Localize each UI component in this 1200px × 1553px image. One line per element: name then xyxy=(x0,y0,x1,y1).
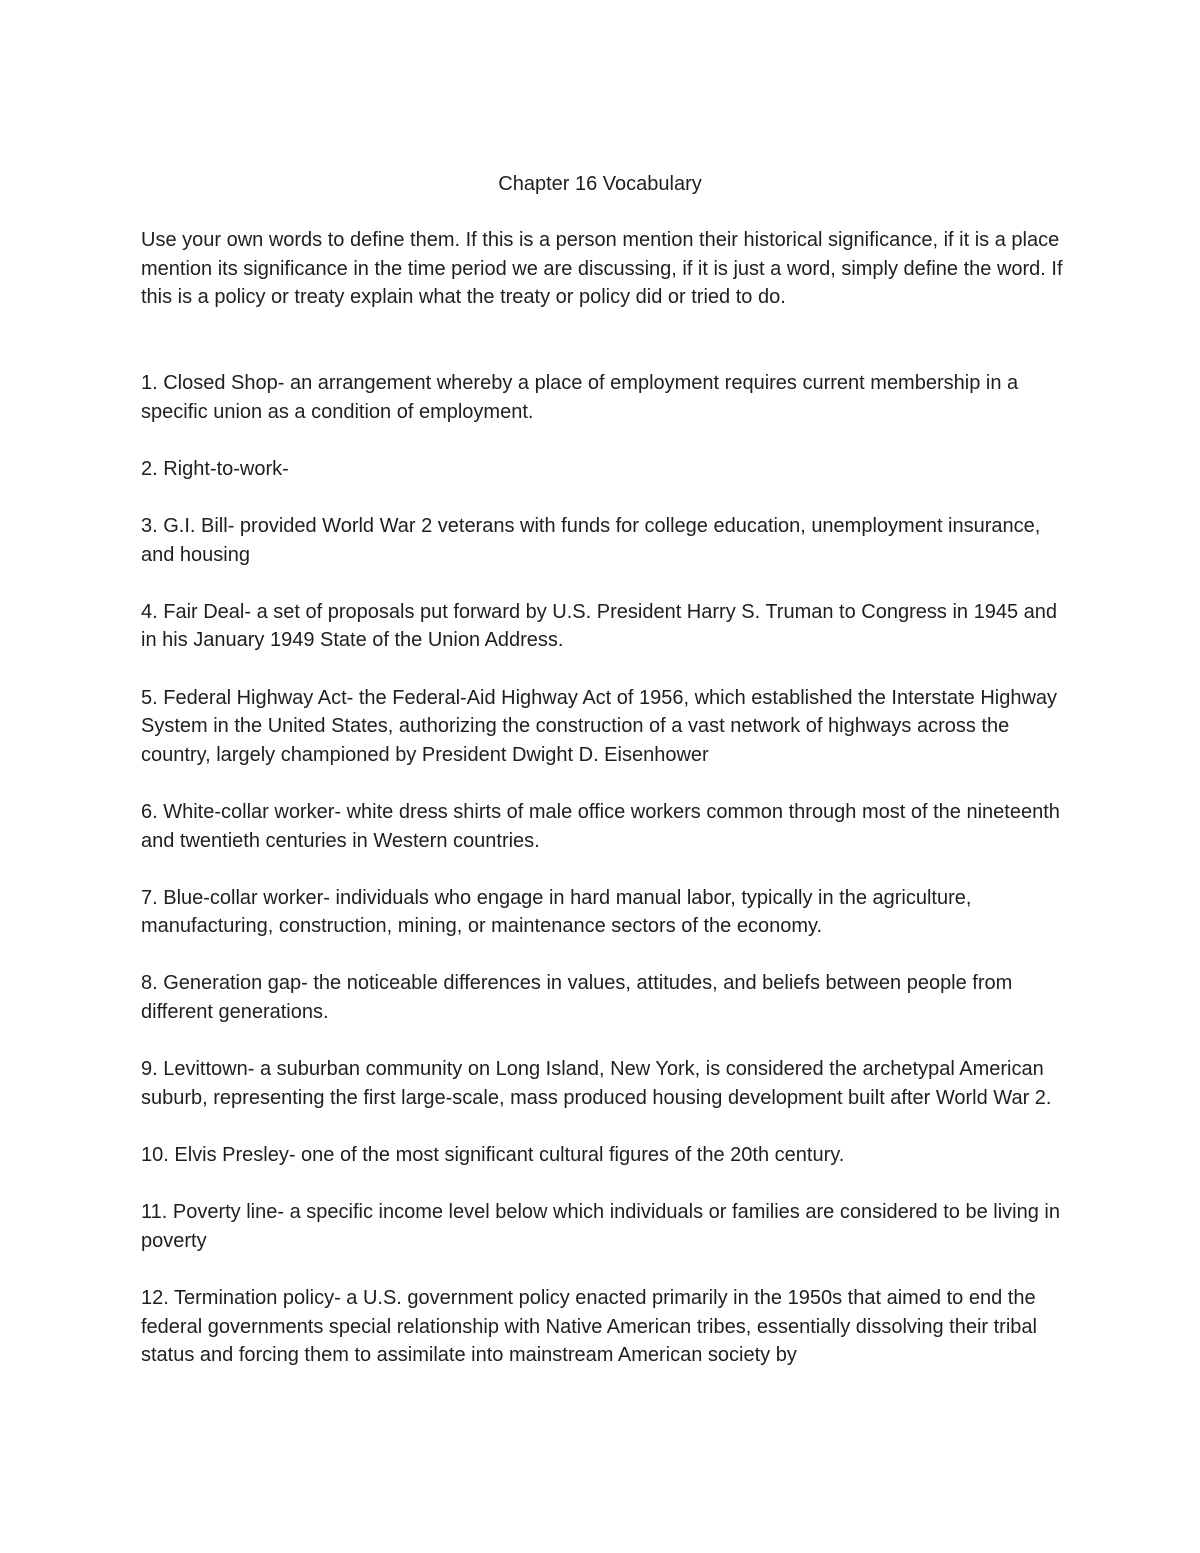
vocab-item-poverty-line: 11. Poverty line- a specific income level below which individuals or families are considered to be living in poverty xyxy=(141,1201,1060,1252)
vocab-item-blue-collar-worker: 7. Blue-collar worker- individuals who engage in hard manual labor, typically in the agriculture, manufacturing, construction, mining, or maintenance sectors of the economy. xyxy=(141,886,972,938)
vocabulary-list xyxy=(141,369,1071,1398)
page-title: Chapter 16 Vocabulary xyxy=(498,173,702,195)
vocab-item-closed-shop: 1. Closed Shop- an arrangement whereby a place of employment requires current membership in a specific union as a condition of employment. xyxy=(141,372,1019,423)
vocab-item-gi-bill: 3. G.I. Bill- provided World War 2 veterans with funds for college education, unemployment insurance, and housing xyxy=(141,514,1041,566)
vocab-item-fair-deal: 4. Fair Deal- a set of proposals put forward by U.S. President Harry S. Truman to Congress in 1945 and in his January 1949 State of the Union Address. xyxy=(141,600,1057,652)
vocab-item-generation-gap: 8. Generation gap- the noticeable differences in values, attitudes, and beliefs between people from different generations. xyxy=(141,972,1013,1024)
vocab-item-federal-highway-act: 5. Federal Highway Act- the Federal-Aid Highway Act of 1956, which established the Interstate Highway System in the United States, authorizing the construction of a vast network of highways across the country, largely championed by President Dwight D. Eisenhower xyxy=(141,686,1058,766)
vocab-item-white-collar-worker: 6. White-collar worker- white dress shirts of male office workers common through most of the nineteenth and twentieth centuries in Western countries. xyxy=(141,800,1060,852)
instructions-paragraph: Use your own words to define them. If this is a person mention their historical significance, if it is a place mention its significance in the time period we are discussing, if it is just a word, simply define the word. If this is a policy or treaty explain what the treaty or policy did or tried to do. xyxy=(141,229,1063,309)
vocab-item-right-to-work: 2. Right-to-work- xyxy=(141,457,289,480)
vocab-item-termination-policy: 12. Termination policy- a U.S. government policy enacted primarily in the 1950s that aimed to end the federal governments special relationship with Native American tribes, essentially dissolving their tribal status and forcing them to assimilate into mainstream American society by xyxy=(141,1287,1037,1367)
vocab-item-levittown: 9. Levittown- a suburban community on Long Island, New York, is considered the archetypal American suburb, representing the first large-scale, mass produced housing development built after World War 2. xyxy=(141,1058,1052,1109)
vocab-item-elvis-presley: 10. Elvis Presley- one of the most significant cultural figures of the 20th century. xyxy=(141,1144,845,1167)
